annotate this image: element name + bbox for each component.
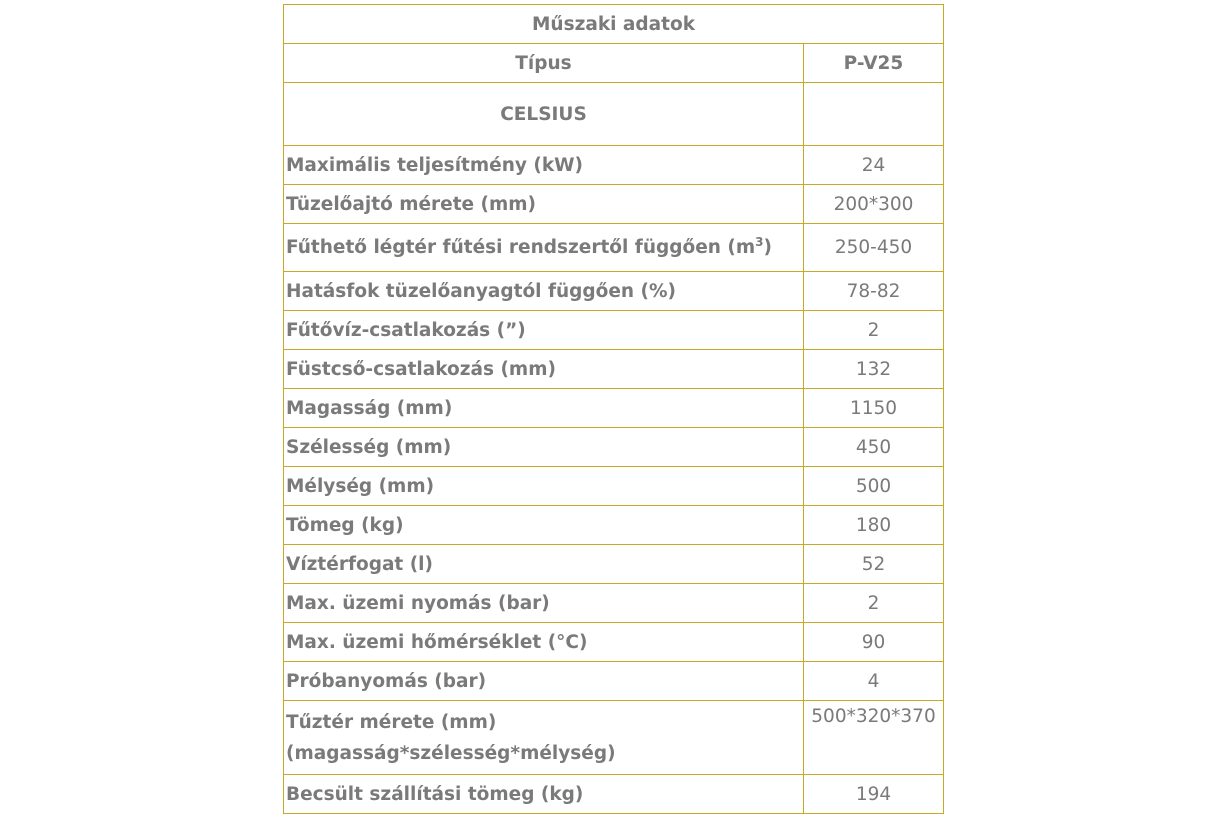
table-header-row <box>284 44 944 83</box>
table-row <box>284 272 944 311</box>
table-row <box>284 662 944 701</box>
row-label-line2: (magasság*szélesség*mélység) <box>286 742 616 764</box>
row-label: Próbanyomás (bar) <box>284 662 804 701</box>
table-row <box>284 311 944 350</box>
table-row <box>284 224 944 272</box>
brand-row <box>284 83 944 146</box>
row-value: 1150 <box>804 389 944 428</box>
row-label: Max. üzemi hőmérséklet (°C) <box>284 623 804 662</box>
brand-label: CELSIUS <box>284 83 804 146</box>
row-label: Tüzelőajtó mérete (mm) <box>284 185 804 224</box>
superscript: 3 <box>755 234 764 249</box>
row-value: 500*320*370 <box>804 701 944 775</box>
row-value: 90 <box>804 623 944 662</box>
row-value: 2 <box>804 311 944 350</box>
type-header: Típus <box>284 44 804 83</box>
brand-value <box>804 83 944 146</box>
row-value: 78-82 <box>804 272 944 311</box>
table-row <box>284 350 944 389</box>
row-label <box>284 701 804 775</box>
table-row <box>284 584 944 623</box>
table-title-row <box>284 5 944 44</box>
table-row <box>284 545 944 584</box>
row-label: Füstcső-csatlakozás (mm) <box>284 350 804 389</box>
row-label: Mélység (mm) <box>284 467 804 506</box>
table-row <box>284 701 944 775</box>
row-label: Magasság (mm) <box>284 389 804 428</box>
row-label-line1: Tűztér mérete (mm) <box>286 711 497 733</box>
row-value: 132 <box>804 350 944 389</box>
row-label <box>284 224 804 272</box>
row-label: Fűtővíz-csatlakozás (”) <box>284 311 804 350</box>
row-label-text: Fűthető légtér fűtési rendszertől függően (m <box>286 237 756 258</box>
row-value: 194 <box>804 775 944 814</box>
row-value: 200*300 <box>804 185 944 224</box>
row-value: 500 <box>804 467 944 506</box>
row-label: Hatásfok tüzelőanyagtól függően (%) <box>284 272 804 311</box>
table-title: Műszaki adatok <box>284 5 944 44</box>
row-label: Becsült szállítási tömeg (kg) <box>284 775 804 814</box>
row-label: Tömeg (kg) <box>284 506 804 545</box>
row-label: Maximális teljesítmény (kW) <box>284 146 804 185</box>
row-value: 2 <box>804 584 944 623</box>
row-label: Szélesség (mm) <box>284 428 804 467</box>
table-row <box>284 467 944 506</box>
row-value: 450 <box>804 428 944 467</box>
table-row <box>284 623 944 662</box>
row-value: 250-450 <box>804 224 944 272</box>
table-row <box>284 185 944 224</box>
table-row <box>284 428 944 467</box>
row-label-end: ) <box>763 237 772 258</box>
row-value: 52 <box>804 545 944 584</box>
row-label: Max. üzemi nyomás (bar) <box>284 584 804 623</box>
specs-table <box>283 4 944 814</box>
row-label: Víztérfogat (l) <box>284 545 804 584</box>
model-header: P-V25 <box>804 44 944 83</box>
row-value: 24 <box>804 146 944 185</box>
table-row <box>284 506 944 545</box>
table-row <box>284 146 944 185</box>
table-row <box>284 389 944 428</box>
table-row <box>284 775 944 814</box>
row-value: 4 <box>804 662 944 701</box>
row-value: 180 <box>804 506 944 545</box>
